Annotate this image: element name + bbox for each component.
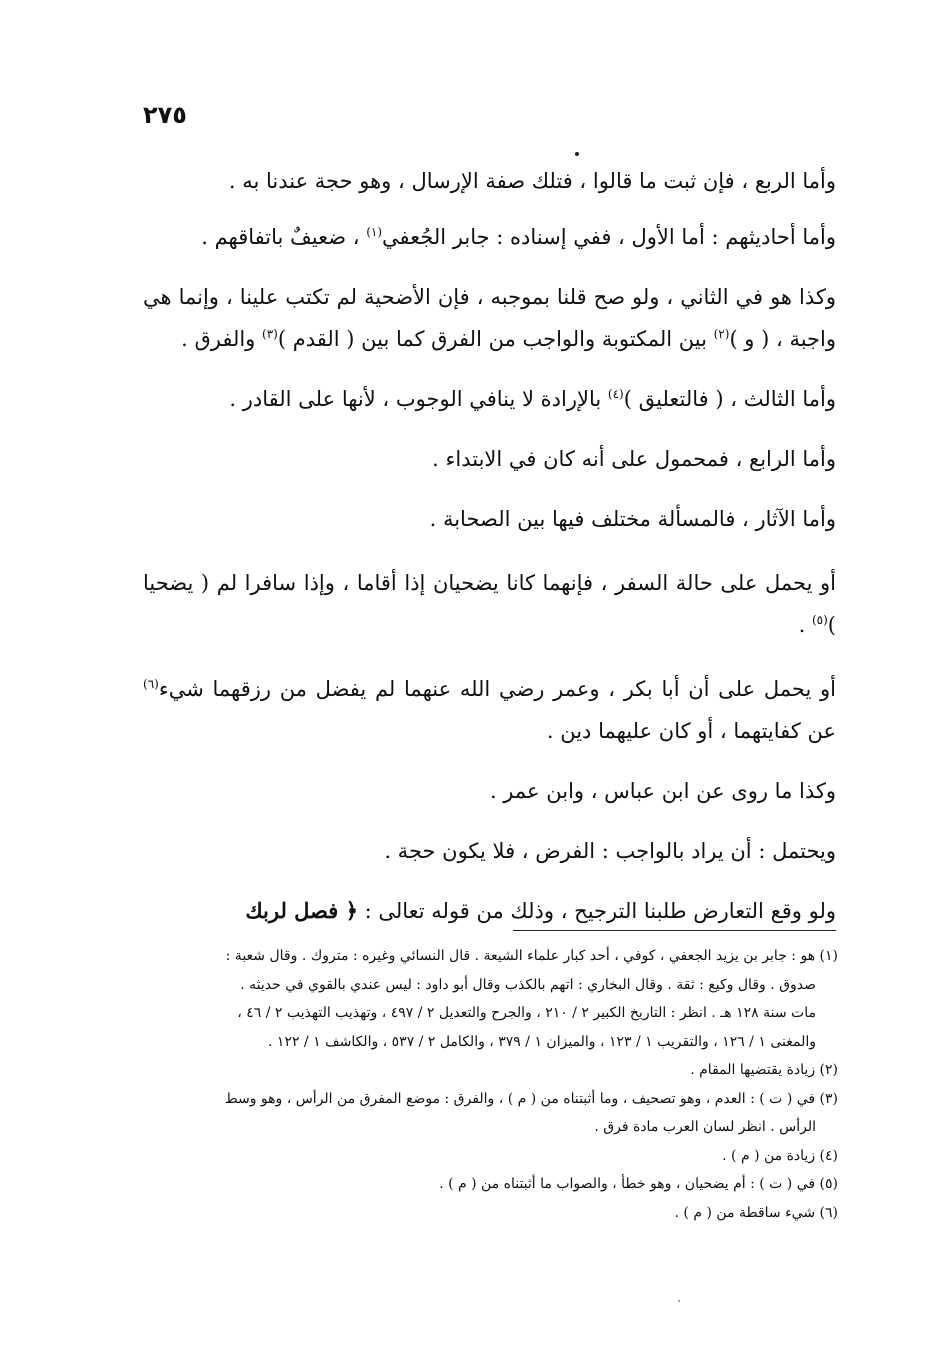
paragraph-ibn-abbas: وكذا ما روى عن ابن عباس ، وابن عمر . bbox=[489, 779, 836, 803]
footnote-marker: (١) bbox=[366, 225, 383, 239]
footnote-separator bbox=[513, 930, 836, 931]
paragraph-tarjih: ولو وقع التعارض طلبنا الترجيح ، وذلك من قوله تعالى : ﴿ فصل لربك bbox=[245, 898, 836, 923]
paragraph-abu-bakr: أو يحمل على أن أبا بكر ، وعمر رضي الله عنهما لم يفضل من رزقهما شيء$^{(٦)}$ عن كفايتهما ، أو كان عليهما دين . bbox=[143, 677, 836, 743]
paragraph-rabi: وأما الرابع ، فمحمول على أنه كان في الابتداء . bbox=[432, 447, 836, 471]
footnote-marker: (٦) bbox=[143, 677, 159, 691]
footnote-1-cont: صدوق . وقال وكيع : ثقة . وقال البخاري : اتهم بالكذب وقال أبو داود : ليس عندي بالقوي في حديثه . bbox=[240, 976, 816, 993]
paragraph-safar: أو يحمل على حالة السفر ، فإنهما كانا يضحيان إذا أقاما ، وإذا سافرا لم ( يضحيا )$^{(٥)}$ . bbox=[143, 571, 836, 637]
ink-dot bbox=[575, 152, 579, 156]
footnote-2: (٢) زيادة يقتضيها المقام . bbox=[690, 1062, 838, 1078]
page-number: ٢٧٥ bbox=[143, 101, 187, 129]
footnote-1-cont: مات سنة ١٢٨ هـ . انظر : التاريخ الكبير ٢ / ٢١٠ ، والجرح والتعديل ٢ / ٤٩٧ ، وتهذيب التهذيب ٢ / ٤٦ ، bbox=[237, 1005, 816, 1021]
footnote-1: (١) هو : جابر بن يزيد الجعفي ، كوفي ، أحد كبار علماء الشيعة . قال النسائي وغيره : متروك . وقال شعبة : bbox=[225, 948, 838, 964]
paragraph-thalith: وأما الثالث ، ( فالتعليق )$^{(٤)}$ بالإرادة لا ينافي الوجوب ، لأنها على القادر . bbox=[229, 387, 836, 411]
footnote-6: (٦) شيء ساقطة من ( م ) . bbox=[674, 1204, 838, 1221]
main-text bbox=[143, 160, 836, 932]
footnote-marker: (٢) bbox=[713, 327, 730, 341]
quran-quote: ﴿ فصل لربك bbox=[245, 898, 358, 923]
footnote-4: (٤) زيادة من ( م ) . bbox=[722, 1147, 838, 1164]
paragraph-thani: وكذا هو في الثاني ، ولو صح قلنا بموجبه ، فإن الأضحية لم تكتب علينا ، وإنما هي واجبة ، ( و )$^{(٢)}$ بين المكتوبة والواجب من الفرق كما بين ( القدم )$^{(٣)}$ والفرق . bbox=[143, 285, 836, 351]
paragraph-athar: وأما الآثار ، فالمسألة مختلف فيها بين الصحابة . bbox=[429, 507, 836, 531]
footnote-marker: (٤) bbox=[607, 387, 624, 401]
footnote-3: (٣) في ( ت ) : العدم ، وهو تصحيف ، وما أثبتناه من ( م ) ، والفرق : موضع المفرق من الرأس ، وهو وسط bbox=[224, 1090, 838, 1107]
footnote-5: (٥) في ( ت ) : أم يضحيان ، وهو خطأ ، والصواب ما أثبتناه من ( م ) . bbox=[439, 1176, 838, 1192]
paragraph-yuhtamal: ويحتمل : أن يراد بالواجب : الفرض ، فلا يكون حجة . bbox=[384, 839, 836, 863]
paper-speck bbox=[678, 1300, 680, 1302]
footnote-3-cont: الرأس . انظر لسان العرب مادة فرق . bbox=[594, 1119, 816, 1135]
footnote-marker: (٥) bbox=[811, 613, 828, 627]
footnote-marker: (٣) bbox=[262, 327, 278, 341]
paragraph-ahadith: وأما أحاديثهم : أما الأول ، ففي إسناده : جابر الجُعفي$^{(١)}$ ، ضعيفٌ باتفاقهم . bbox=[201, 225, 836, 249]
paragraph-rub: وأما الربع ، فإن ثبت ما قالوا ، فتلك صفة الإرسال ، وهو حجة عندنا به . bbox=[228, 169, 836, 193]
footnote-1-cont: والمغنى ١ / ١٢٦ ، والتقريب ١ / ١٢٣ ، والميزان ١ / ٣٧٩ ، والكامل ٢ / ٥٣٧ ، والكاشف ١ / ١٢٢ . bbox=[268, 1033, 816, 1050]
footnotes bbox=[143, 942, 838, 1227]
